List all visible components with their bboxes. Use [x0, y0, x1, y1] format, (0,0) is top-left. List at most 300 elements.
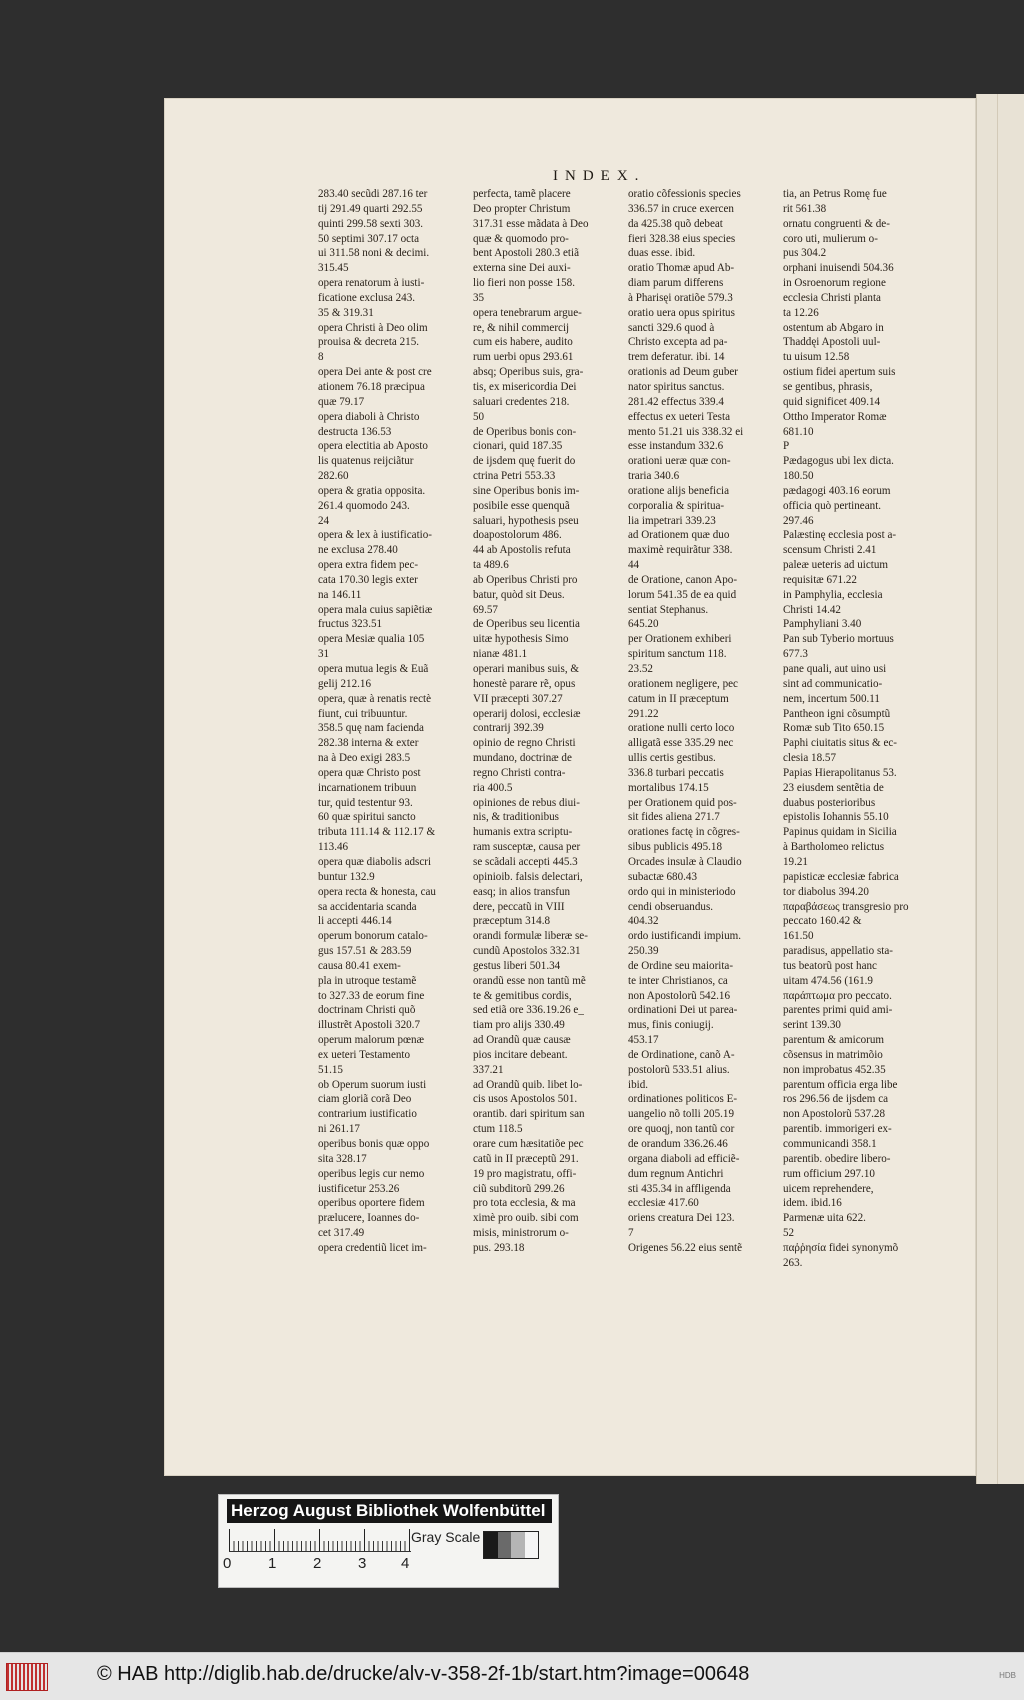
- index-line: ordinationes politicos E-: [628, 1093, 738, 1106]
- index-line: duas esse. ibid.: [628, 247, 696, 260]
- index-line: perfecta, tamẽ placere: [473, 188, 571, 200]
- index-line: diam parum differens: [628, 277, 724, 290]
- index-line: prouisa & decreta 215.: [318, 336, 420, 349]
- index-line: 180.50: [783, 470, 814, 483]
- index-line: incarnationem tribuun: [318, 781, 417, 794]
- index-line: sa accidentaria scanda: [318, 900, 417, 913]
- index-line: nator spiritus sanctus.: [628, 380, 725, 393]
- index-line: opera & lex à iustificatio-: [318, 529, 432, 542]
- index-line: opera diaboli à Christo: [318, 410, 420, 423]
- index-line: de Operibus seu licentia: [473, 618, 580, 631]
- index-line: quæ 79.17: [318, 395, 365, 408]
- index-line: operum malorum pœnæ: [318, 1034, 424, 1047]
- index-line: cundũ Apostolos 332.31: [473, 945, 581, 958]
- index-line: parentib. obedire libero-: [783, 1152, 891, 1165]
- index-line: parentes primi quid ami-: [783, 1004, 893, 1017]
- index-line: pane quali, aut uino usi: [783, 663, 887, 675]
- index-line: Papias Hierapolitanus 53.: [783, 766, 897, 779]
- index-line: tor diabolus 394.20: [783, 885, 869, 898]
- index-line: de Operibus bonis con-: [473, 425, 577, 438]
- index-line: Parmenæ uita 622.: [783, 1212, 866, 1225]
- index-line: 44: [628, 559, 640, 572]
- index-line: 281.42 effectus 339.4: [628, 395, 724, 408]
- index-line: 24: [318, 514, 330, 527]
- index-line: honestè parare rẽ, opus: [473, 677, 576, 690]
- index-line: sti 435.34 in affligenda: [628, 1182, 731, 1195]
- index-line: 291.22: [628, 707, 659, 720]
- index-line: tij 291.49 quarti 292.55: [318, 202, 423, 215]
- index-line: gelij 212.16: [318, 677, 371, 690]
- index-column-3: [628, 187, 773, 1277]
- index-line: papisticæ ecclesiæ fabrica: [783, 870, 899, 883]
- index-line: mus, finis coniugij.: [628, 1019, 714, 1032]
- index-line: orationi ueræ quæ con-: [628, 455, 731, 468]
- index-line: operari manibus suis, &: [473, 663, 579, 675]
- index-line: bent Apostoli 280.3 etiã: [473, 247, 579, 260]
- index-line: ciũ subditorũ 299.26: [473, 1182, 565, 1195]
- index-line: Thaddęi Apostoli uul-: [783, 336, 881, 349]
- scale-numbers: [223, 1555, 423, 1575]
- index-line: uangelio nõ tolli 205.19: [628, 1108, 734, 1121]
- index-line: ximè pro ouib. sibi com: [473, 1212, 579, 1225]
- index-line: de Oratione, canon Apo-: [628, 573, 738, 586]
- index-line: 315.45: [318, 262, 349, 275]
- index-line: non Apostolorũ 542.16: [628, 989, 731, 1002]
- scale-number: 1: [268, 1555, 277, 1572]
- index-line: parentib. immorigeri ex-: [783, 1123, 892, 1136]
- index-line: easq; in alios transfun: [473, 885, 571, 898]
- library-name: Herzog August Bibliothek Wolfenbüttel: [227, 1499, 552, 1523]
- index-line: ficatione exclusa 243.: [318, 291, 416, 304]
- index-line: ad Orandũ quib. libet lo-: [473, 1078, 583, 1091]
- index-line: mento 51.21 uis 338.32 ei: [628, 425, 744, 438]
- index-line: externa sine Dei auxi-: [473, 262, 571, 275]
- index-line: traria 340.6: [628, 470, 680, 483]
- index-line: 358.5 quę nam facienda: [318, 722, 424, 735]
- index-line: ostentum ab Abgaro in: [783, 321, 884, 334]
- index-line: Palæstinę ecclesia post a-: [783, 529, 897, 542]
- index-line: contrarium iustificatio: [318, 1108, 417, 1121]
- index-line: clesia 18.57: [783, 752, 836, 765]
- gray-swatch: [484, 1532, 498, 1558]
- index-line: 677.3: [783, 648, 808, 661]
- index-line: trem deferatur. ibi. 14: [628, 351, 725, 364]
- index-line: ciam gloriã corã Deo: [318, 1093, 412, 1106]
- index-line: 282.38 interna & exter: [318, 737, 419, 750]
- index-line: ui 311.58 noni & decimi.: [318, 247, 430, 260]
- index-line: oratio Thomæ apud Ab-: [628, 262, 735, 275]
- index-line: 337.21: [473, 1063, 504, 1076]
- index-line: 35 & 319.31: [318, 306, 374, 319]
- index-line: te inter Christianos, ca: [628, 974, 728, 987]
- index-line: opera mutua legis & Euã: [318, 663, 429, 675]
- index-line: to 327.33 de eorum fine: [318, 989, 425, 1002]
- index-line: ob Operum suorum iusti: [318, 1078, 427, 1091]
- scale-ruler: [229, 1529, 411, 1552]
- index-line: orationem negligere, pec: [628, 677, 738, 690]
- index-line: 404.32: [628, 915, 659, 928]
- index-line: Ottho Imperator Romæ: [783, 410, 887, 423]
- index-line: 23 eiusdem sentẽtia de: [783, 781, 884, 794]
- index-line: 52: [783, 1227, 795, 1240]
- index-line: opera quæ Christo post: [318, 766, 421, 779]
- page-header: INDEX.: [553, 168, 646, 184]
- index-line: opinioib. falsis delectari,: [473, 870, 583, 883]
- index-line: ibid.: [628, 1078, 649, 1091]
- index-line: 44 ab Apostolis refuta: [473, 544, 571, 557]
- index-line: cum eis habere, audito: [473, 336, 573, 349]
- index-line: tus beatorũ post hanc: [783, 959, 877, 972]
- index-line: Romæ sub Tito 650.15: [783, 722, 885, 735]
- index-line: coro uti, mulierum o-: [783, 232, 878, 245]
- index-line: Pamphyliani 3.40: [783, 618, 862, 631]
- index-line: mortalibus 174.15: [628, 781, 709, 794]
- scale-number: 2: [313, 1555, 322, 1572]
- index-line: opera electitia ab Aposto: [318, 440, 428, 453]
- index-line: na à Deo exigi 283.5: [318, 752, 411, 765]
- index-line: saluari credentes 218.: [473, 395, 570, 408]
- index-line: sentiat Stephanus.: [628, 603, 709, 616]
- index-line: fructus 323.51: [318, 618, 383, 631]
- index-line: sit fides aliena 271.7: [628, 811, 720, 824]
- index-line: opera recta & honesta, cau: [318, 885, 436, 898]
- index-line: se gentibus, phrasis,: [783, 380, 873, 393]
- index-line: per Orationem quid pos-: [628, 796, 737, 809]
- index-line: opera Christi à Deo olim: [318, 321, 428, 334]
- index-line: lis quatenus reijciãtur: [318, 455, 414, 468]
- index-line: tia, an Petrus Romę fue: [783, 188, 887, 200]
- index-line: ad Orationem quæ duo: [628, 529, 730, 542]
- index-line: ad Orandũ quæ causæ: [473, 1034, 571, 1047]
- index-line: sancti 329.6 quod à: [628, 321, 715, 334]
- index-line: Orcades insulæ à Claudio: [628, 855, 742, 868]
- index-line: officia quò pertineant.: [783, 499, 882, 512]
- index-line: 31: [318, 648, 330, 661]
- index-line: 50 septimi 307.17 octa: [318, 232, 420, 245]
- index-line: à Bartholomeo relictus: [783, 841, 885, 854]
- index-line: catũ in II præceptũ 291.: [473, 1152, 579, 1165]
- index-line: operibus legis cur nemo: [318, 1167, 425, 1180]
- index-line: ordinationi Dei ut parea-: [628, 1004, 738, 1017]
- index-line: esse instandum 332.6: [628, 440, 724, 453]
- hab-logo-icon: [6, 1663, 48, 1691]
- index-line: nis, & traditionibus: [473, 811, 559, 824]
- index-line: saluari, hypothesis pseu: [473, 514, 579, 527]
- index-line: rit 561.38: [783, 202, 827, 215]
- index-line: tiam pro alijs 330.49: [473, 1019, 565, 1032]
- index-line: lorum 541.35 de ea quid: [628, 588, 737, 601]
- index-line: te & gemitibus cordis,: [473, 989, 572, 1002]
- index-line: parentum officia erga libe: [783, 1078, 898, 1091]
- index-line: paleæ ueteris ad uictum: [783, 559, 889, 572]
- index-line: operibus bonis quæ oppo: [318, 1138, 430, 1150]
- index-line: opera extra fidem pec-: [318, 559, 419, 572]
- index-line: sita 328.17: [318, 1152, 367, 1165]
- index-line: ordo qui in ministeriodo: [628, 885, 736, 898]
- index-line: tributa 111.14 & 112.17 &: [318, 826, 436, 839]
- index-line: fieri 328.38 eius species: [628, 232, 736, 245]
- index-line: duabus posterioribus: [783, 796, 876, 809]
- index-line: cata 170.30 legis exter: [318, 573, 418, 586]
- index-line: orandũ esse non tantũ mẽ: [473, 974, 586, 987]
- index-line: cionari, quid 187.35: [473, 440, 563, 453]
- index-line: communicandi 358.1: [783, 1138, 877, 1150]
- index-column-4: [783, 187, 928, 1277]
- index-line: rum officium 297.10: [783, 1167, 875, 1180]
- index-line: 7: [628, 1227, 634, 1240]
- index-line: misis, ministrorum o-: [473, 1227, 569, 1240]
- index-line: 283.40 secũdi 287.16 ter: [318, 188, 428, 200]
- footer-url[interactable]: © HAB http://diglib.hab.de/drucke/alv-v-358-2f-1b/start.htm?image=00648: [97, 1663, 750, 1685]
- index-line: pios incitare debeant.: [473, 1048, 568, 1061]
- index-line: orationis ad Deum guber: [628, 366, 738, 379]
- index-line: orantib. dari spiritum san: [473, 1108, 585, 1121]
- index-line: tu uisum 12.58: [783, 351, 850, 364]
- index-line: orandi formulæ liberæ se-: [473, 930, 588, 943]
- index-line: gestus liberi 501.34: [473, 959, 561, 972]
- index-line: Pædagogus ubi lex dicta.: [783, 455, 894, 468]
- index-line: in Pamphylia, ecclesia: [783, 588, 883, 601]
- index-line: ornatu congruenti & de-: [783, 217, 890, 230]
- index-line: rum uerbi opus 293.61: [473, 351, 574, 364]
- index-line: opera mala cuius sapiẽtiæ: [318, 603, 433, 616]
- index-line: oratione nulli certo loco: [628, 722, 735, 735]
- gray-swatch: [525, 1532, 539, 1558]
- index-line: de orandum 336.26.46: [628, 1138, 728, 1150]
- index-line: pus. 293.18: [473, 1241, 525, 1254]
- index-line: 263.: [783, 1256, 803, 1269]
- index-line: ctum 118.5: [473, 1123, 523, 1136]
- index-line: 297.46: [783, 514, 814, 527]
- index-line: opera quæ diabolis adscri: [318, 855, 432, 868]
- index-line: quid significet 409.14: [783, 395, 881, 408]
- index-line: orationes factę in cõgres-: [628, 826, 740, 839]
- index-line: postolorũ 533.51 alius.: [628, 1063, 730, 1076]
- index-line: oratio cõfessionis species: [628, 188, 741, 200]
- index-line: regno Christi contra-: [473, 766, 566, 779]
- index-line: ullis certis gestibus.: [628, 752, 716, 765]
- index-line: orare cum hæsitatiõe pec: [473, 1138, 584, 1150]
- index-line: VII præcepti 307.27: [473, 692, 563, 705]
- index-line: ni 261.17: [318, 1123, 360, 1136]
- index-line: opera tenebrarum argue-: [473, 306, 582, 319]
- index-line: pus 304.2: [783, 247, 827, 260]
- index-line: 261.4 quomodo 243.: [318, 499, 410, 512]
- index-line: 50: [473, 410, 485, 423]
- index-line: 317.31 esse mãdata à Deo: [473, 217, 589, 230]
- index-line: dere, peccatũ in VIII: [473, 900, 565, 913]
- index-line: ordo iustificandi impium.: [628, 930, 742, 943]
- index-line: idem. ibid.16: [783, 1197, 842, 1210]
- index-line: oriens creatura Dei 123.: [628, 1212, 735, 1225]
- index-line: opera & gratia opposita.: [318, 484, 426, 497]
- index-line: cendi obseruandus.: [628, 900, 714, 913]
- index-line: gus 157.51 & 283.59: [318, 945, 412, 958]
- index-line: da 425.38 quõ debeat: [628, 217, 723, 230]
- index-line: tis, ex misericordia Dei: [473, 380, 577, 393]
- index-line: 19 pro magistratu, offi-: [473, 1167, 577, 1180]
- index-line: peccato 160.42 &: [783, 915, 862, 928]
- facing-page-edge: [976, 94, 1024, 1484]
- index-line: absq; Operibus suis, gra-: [473, 366, 584, 379]
- index-line: quæ & quomodo pro-: [473, 232, 569, 245]
- footer-mark: HDB: [999, 1671, 1016, 1680]
- index-line: alligatã esse 335.29 nec: [628, 737, 734, 750]
- index-line: uitæ hypothesis Simo: [473, 633, 569, 646]
- index-line: pædagogi 403.16 eorum: [783, 484, 891, 497]
- index-line: scensum Christi 2.41: [783, 544, 877, 557]
- index-line: Deo propter Christum: [473, 202, 571, 215]
- index-line: doctrinam Christi quõ: [318, 1004, 416, 1017]
- index-line: pla in utroque testamẽ: [318, 974, 417, 987]
- index-line: 51.15: [318, 1063, 343, 1076]
- index-line: παράπτωμα pro peccato.: [783, 989, 892, 1002]
- index-line: παραβάσεως transgresio pro: [783, 900, 909, 913]
- index-line: ore quoqj, non tantũ cor: [628, 1123, 735, 1136]
- footer-bar: [0, 1652, 1024, 1700]
- index-line: na 146.11: [318, 588, 362, 601]
- scale-number: 4: [401, 1555, 410, 1572]
- index-line: opera Mesiæ qualia 105: [318, 633, 425, 646]
- index-line: doapostolorum 486.: [473, 529, 562, 542]
- index-line: Christo excepta ad pa-: [628, 336, 728, 349]
- index-line: effectus ex ueteri Testa: [628, 410, 730, 423]
- gray-swatch: [498, 1532, 512, 1558]
- index-line: de Ordine seu maiorita-: [628, 959, 734, 972]
- index-line: non Apostolorũ 537.28: [783, 1108, 886, 1121]
- index-line: operarij dolosi, ecclesiæ: [473, 707, 581, 720]
- index-column-2: [473, 187, 618, 1277]
- index-line: fiunt, cui tribuuntur.: [318, 707, 408, 720]
- index-line: oratione alijs beneficia: [628, 484, 730, 497]
- index-line: se scãdali accepti 445.3: [473, 855, 578, 868]
- index-line: Origenes 56.22 eius sentẽ: [628, 1241, 742, 1254]
- index-line: buntur 132.9: [318, 870, 375, 883]
- index-line: organa diaboli ad efficiẽ-: [628, 1152, 740, 1165]
- index-line: 69.57: [473, 603, 498, 616]
- index-line: opera credentiũ licet im-: [318, 1241, 427, 1254]
- index-line: 645.20: [628, 618, 659, 631]
- index-line: ne exclusa 278.40: [318, 544, 398, 557]
- index-line: nem, incertum 500.11: [783, 692, 880, 705]
- index-line: ab Operibus Christi pro: [473, 573, 578, 586]
- index-line: sint ad communicatio-: [783, 677, 883, 690]
- index-line: 453.17: [628, 1034, 659, 1047]
- index-line: contrarij 392.39: [473, 722, 544, 735]
- index-line: 250.39: [628, 945, 659, 958]
- index-line: batur, quòd sit Deus.: [473, 588, 565, 601]
- index-line: παῤῥησία fidei synonymõ: [783, 1241, 899, 1254]
- gray-swatch: [511, 1532, 525, 1558]
- index-line: opera Dei ante & post cre: [318, 366, 432, 379]
- index-line: ctrina Petri 553.33: [473, 470, 556, 483]
- index-line: cõsensus in matrimõio: [783, 1048, 883, 1061]
- index-line: corporalia & spiritua-: [628, 499, 725, 512]
- index-line: opinio de regno Christi: [473, 737, 576, 750]
- index-line: sed etiã ore 336.19.26 e_: [473, 1004, 584, 1017]
- index-line: serint 139.30: [783, 1019, 841, 1032]
- index-line: 19.21: [783, 855, 808, 868]
- index-line: operum bonorum catalo-: [318, 930, 428, 943]
- index-line: opiniones de rebus diui-: [473, 796, 580, 809]
- index-line: uitam 474.56 (161.9: [783, 974, 873, 987]
- gray-scale-label: Gray Scale: [411, 1529, 481, 1545]
- index-line: sibus publicis 495.18: [628, 841, 722, 854]
- index-line: causa 80.41 exem-: [318, 959, 401, 972]
- index-line: 282.60: [318, 470, 349, 483]
- index-line: humanis extra scriptu-: [473, 826, 573, 839]
- index-line: ecclesia Christi planta: [783, 291, 881, 304]
- index-line: illustrẽt Apostoli 320.7: [318, 1019, 421, 1032]
- index-line: 23.52: [628, 663, 653, 675]
- index-line: requisitæ 671.22: [783, 573, 857, 586]
- index-column-1: [318, 187, 463, 1277]
- index-line: maximè requirãtur 338.: [628, 544, 733, 557]
- index-line: destructa 136.53: [318, 425, 392, 438]
- index-line: ria 400.5: [473, 781, 513, 794]
- index-line: spiritum sanctum 118.: [628, 648, 727, 661]
- index-line: sine Operibus bonis im-: [473, 484, 580, 497]
- index-line: cis usos Apostolos 501.: [473, 1093, 578, 1106]
- index-line: 113.46: [318, 841, 349, 854]
- index-line: Papinus quidam in Sicilia: [783, 826, 897, 839]
- index-line: mundano, doctrinæ de: [473, 752, 572, 765]
- index-line: subactæ 680.43: [628, 870, 698, 883]
- index-line: re, & nihil commercij: [473, 321, 570, 334]
- index-line: lio fieri non posse 158.: [473, 277, 575, 290]
- index-line: de Ordinatione, canõ A-: [628, 1048, 735, 1061]
- index-line: cet 317.49: [318, 1227, 365, 1240]
- index-line: catum in II præceptum: [628, 692, 729, 705]
- index-line: quinti 299.58 sexti 303.: [318, 217, 424, 230]
- index-line: à Pharisęi oratiõe 579.3: [628, 291, 733, 304]
- index-line: pro tota ecclesia, & ma: [473, 1197, 576, 1210]
- index-line: ta 489.6: [473, 559, 509, 572]
- index-line: posibile esse quenquã: [473, 499, 570, 512]
- index-line: Pan sub Tyberio mortuus: [783, 633, 894, 646]
- index-line: P: [783, 440, 790, 453]
- index-line: ex ueteri Testamento: [318, 1048, 411, 1061]
- index-line: operibus oportere fidem: [318, 1197, 425, 1210]
- index-line: lia impetrari 339.23: [628, 514, 716, 527]
- index-line: 681.10: [783, 425, 814, 438]
- index-line: ros 296.56 de ijsdem ca: [783, 1093, 889, 1106]
- index-columns: [318, 187, 928, 1277]
- index-line: 60 quæ spiritui sancto: [318, 811, 416, 824]
- index-line: tur, quid testentur 93.: [318, 796, 413, 809]
- index-line: ationem 76.18 præcipua: [318, 380, 425, 393]
- index-line: de ijsdem quę fuerit do: [473, 455, 576, 468]
- index-line: epistolis Iohannis 55.10: [783, 811, 889, 824]
- index-line: 8: [318, 351, 324, 364]
- index-line: 35: [473, 291, 485, 304]
- index-line: prælucere, Ioannes do-: [318, 1212, 420, 1225]
- index-line: non improbatus 452.35: [783, 1063, 886, 1076]
- index-line: 161.50: [783, 930, 814, 943]
- index-line: iustificetur 253.26: [318, 1182, 400, 1195]
- index-line: paradisus, appellatio sta-: [783, 945, 893, 958]
- index-line: 336.57 in cruce exercen: [628, 202, 734, 215]
- index-line: dum regnum Antichri: [628, 1167, 724, 1180]
- index-line: 336.8 turbari peccatis: [628, 766, 724, 779]
- index-line: nianæ 481.1: [473, 648, 528, 661]
- index-line: orphani inuisendi 504.36: [783, 262, 894, 275]
- index-line: in Osroenorum regione: [783, 277, 886, 290]
- index-line: ostium fidei apertum suis: [783, 366, 896, 379]
- index-line: per Orationem exhiberi: [628, 633, 732, 646]
- index-line: opera, quæ à renatis rectè: [318, 692, 432, 705]
- index-line: parentum & amicorum: [783, 1034, 885, 1047]
